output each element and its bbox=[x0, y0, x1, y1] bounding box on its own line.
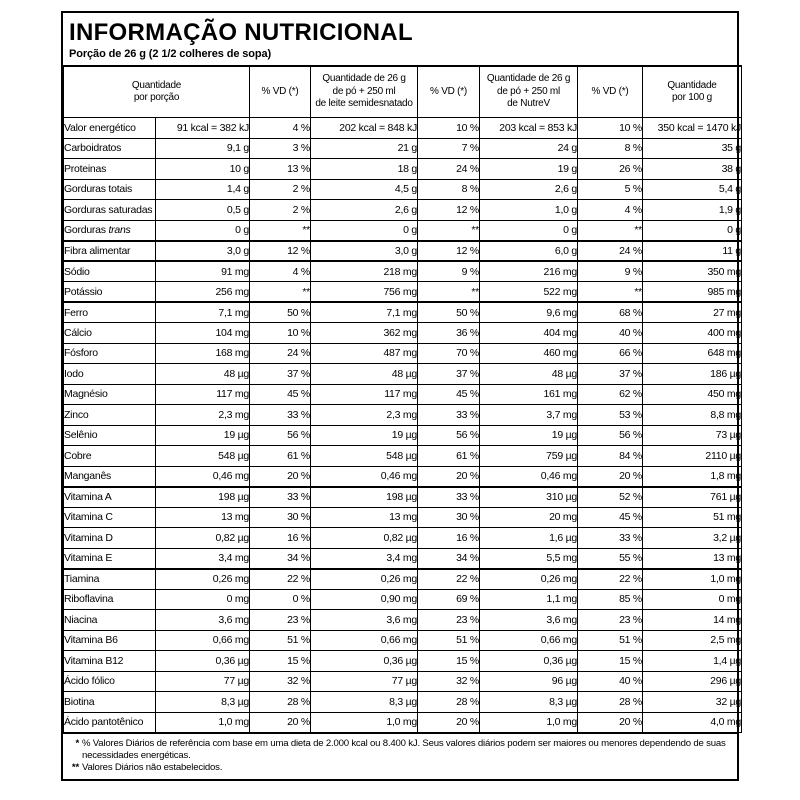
table-row bbox=[64, 487, 742, 508]
qty-milk-cell: 19 µg bbox=[311, 425, 418, 446]
qty-per-100g-cell: 2,5 mg bbox=[643, 630, 742, 651]
vd-nutrev-cell: 45 % bbox=[578, 507, 643, 528]
qty-milk-cell: 3,0 g bbox=[311, 241, 418, 262]
vd-milk-cell: 51 % bbox=[418, 630, 480, 651]
vd-serving-cell: 45 % bbox=[250, 384, 311, 405]
table-row bbox=[64, 610, 742, 631]
nutrient-name-cell: Vitamina B12 bbox=[64, 651, 156, 672]
nutrient-name-cell: Niacina bbox=[64, 610, 156, 631]
nutrient-name-cell: Cálcio bbox=[64, 323, 156, 344]
vd-nutrev-cell: 40 % bbox=[578, 671, 643, 692]
qty-per-serving-cell: 0,66 mg bbox=[156, 630, 250, 651]
vd-serving-cell: 4 % bbox=[250, 118, 311, 139]
qty-per-serving-cell: 91 kcal = 382 kJ bbox=[156, 118, 250, 139]
vd-milk-cell: ** bbox=[418, 282, 480, 303]
qty-milk-cell: 362 mg bbox=[311, 323, 418, 344]
vd-milk-cell: 20 % bbox=[418, 712, 480, 733]
qty-per-serving-cell: 3,6 mg bbox=[156, 610, 250, 631]
vd-nutrev-cell: 52 % bbox=[578, 487, 643, 508]
qty-nutrev-cell: 48 µg bbox=[480, 364, 578, 385]
qty-nutrev-cell: 8,3 µg bbox=[480, 692, 578, 713]
vd-serving-cell: 2 % bbox=[250, 179, 311, 200]
col-header-3: % VD (*) bbox=[418, 66, 480, 118]
qty-per-serving-cell: 3,4 mg bbox=[156, 548, 250, 569]
table-row bbox=[64, 241, 742, 262]
vd-milk-cell: 69 % bbox=[418, 589, 480, 610]
nutrient-name-cell: Fósforo bbox=[64, 343, 156, 364]
qty-per-serving-cell: 13 mg bbox=[156, 507, 250, 528]
vd-serving-cell: 20 % bbox=[250, 712, 311, 733]
vd-nutrev-cell: ** bbox=[578, 220, 643, 241]
vd-milk-cell: 45 % bbox=[418, 384, 480, 405]
qty-nutrev-cell: 3,7 mg bbox=[480, 405, 578, 426]
nutrient-name-cell: Gorduras trans bbox=[64, 220, 156, 241]
nutrition-label-box bbox=[61, 11, 739, 781]
qty-per-100g-cell: 761 µg bbox=[643, 487, 742, 508]
vd-milk-cell: 56 % bbox=[418, 425, 480, 446]
table-row bbox=[64, 589, 742, 610]
qty-milk-cell: 48 µg bbox=[311, 364, 418, 385]
vd-nutrev-cell: 23 % bbox=[578, 610, 643, 631]
table-row bbox=[64, 138, 742, 159]
nutrient-name-cell: Vitamina E bbox=[64, 548, 156, 569]
vd-serving-cell: 33 % bbox=[250, 405, 311, 426]
table-row bbox=[64, 507, 742, 528]
footnotes-section bbox=[63, 733, 737, 779]
vd-milk-cell: 36 % bbox=[418, 323, 480, 344]
footnote-marker: ** bbox=[71, 762, 79, 774]
qty-per-serving-cell: 0,26 mg bbox=[156, 569, 250, 590]
qty-per-100g-cell: 350 mg bbox=[643, 261, 742, 282]
vd-serving-cell: 2 % bbox=[250, 200, 311, 221]
qty-milk-cell: 3,4 mg bbox=[311, 548, 418, 569]
qty-nutrev-cell: 19 µg bbox=[480, 425, 578, 446]
footnote-marker: * bbox=[75, 738, 79, 750]
qty-per-100g-cell: 450 mg bbox=[643, 384, 742, 405]
table-row bbox=[64, 220, 742, 241]
table-row bbox=[64, 630, 742, 651]
qty-per-100g-cell: 2110 µg bbox=[643, 446, 742, 467]
nutrient-name-cell: Ácido pantotênico bbox=[64, 712, 156, 733]
vd-serving-cell: 3 % bbox=[250, 138, 311, 159]
vd-milk-cell: 8 % bbox=[418, 179, 480, 200]
qty-milk-cell: 548 µg bbox=[311, 446, 418, 467]
qty-milk-cell: 21 g bbox=[311, 138, 418, 159]
vd-nutrev-cell: 20 % bbox=[578, 712, 643, 733]
qty-nutrev-cell: 19 g bbox=[480, 159, 578, 180]
table-row bbox=[64, 425, 742, 446]
qty-per-100g-cell: 985 mg bbox=[643, 282, 742, 303]
nutrient-name-cell: Ferro bbox=[64, 302, 156, 323]
title-block bbox=[63, 13, 737, 65]
vd-milk-cell: 12 % bbox=[418, 200, 480, 221]
qty-per-serving-cell: 0,82 µg bbox=[156, 528, 250, 549]
table-row bbox=[64, 548, 742, 569]
qty-per-100g-cell: 0 mg bbox=[643, 589, 742, 610]
vd-milk-cell: 7 % bbox=[418, 138, 480, 159]
page-title: INFORMAÇÃO NUTRICIONAL bbox=[69, 19, 413, 46]
qty-nutrev-cell: 1,1 mg bbox=[480, 589, 578, 610]
nutrient-name-cell: Fibra alimentar bbox=[64, 241, 156, 262]
nutrient-name-cell: Biotina bbox=[64, 692, 156, 713]
qty-per-100g-cell: 0 g bbox=[643, 220, 742, 241]
qty-per-serving-cell: 91 mg bbox=[156, 261, 250, 282]
nutrition-table bbox=[63, 65, 742, 733]
vd-nutrev-cell: 37 % bbox=[578, 364, 643, 385]
qty-nutrev-cell: 203 kcal = 853 kJ bbox=[480, 118, 578, 139]
qty-nutrev-cell: 0,26 mg bbox=[480, 569, 578, 590]
vd-serving-cell: 37 % bbox=[250, 364, 311, 385]
qty-per-serving-cell: 0,46 mg bbox=[156, 466, 250, 487]
qty-per-100g-cell: 350 kcal = 1470 kJ bbox=[643, 118, 742, 139]
vd-milk-cell: 24 % bbox=[418, 159, 480, 180]
vd-serving-cell: 61 % bbox=[250, 446, 311, 467]
qty-per-serving-cell: 8,3 µg bbox=[156, 692, 250, 713]
qty-per-serving-cell: 117 mg bbox=[156, 384, 250, 405]
column-header-row bbox=[64, 66, 742, 118]
qty-per-serving-cell: 3,0 g bbox=[156, 241, 250, 262]
vd-serving-cell: 24 % bbox=[250, 343, 311, 364]
qty-nutrev-cell: 1,0 g bbox=[480, 200, 578, 221]
table-row bbox=[64, 671, 742, 692]
vd-milk-cell: 34 % bbox=[418, 548, 480, 569]
qty-per-100g-cell: 35 g bbox=[643, 138, 742, 159]
qty-milk-cell: 13 mg bbox=[311, 507, 418, 528]
nutrient-name-cell: Potássio bbox=[64, 282, 156, 303]
nutrient-name-cell: Selênio bbox=[64, 425, 156, 446]
vd-nutrev-cell: 9 % bbox=[578, 261, 643, 282]
qty-nutrev-cell: 404 mg bbox=[480, 323, 578, 344]
vd-serving-cell: 10 % bbox=[250, 323, 311, 344]
qty-milk-cell: 0,46 mg bbox=[311, 466, 418, 487]
qty-nutrev-cell: 1,0 mg bbox=[480, 712, 578, 733]
nutrient-name-cell: Gorduras totais bbox=[64, 179, 156, 200]
vd-nutrev-cell: 10 % bbox=[578, 118, 643, 139]
table-row bbox=[64, 200, 742, 221]
qty-milk-cell: 0,26 mg bbox=[311, 569, 418, 590]
qty-milk-cell: 0,36 µg bbox=[311, 651, 418, 672]
qty-milk-cell: 4,5 g bbox=[311, 179, 418, 200]
qty-per-serving-cell: 1,0 mg bbox=[156, 712, 250, 733]
table-row bbox=[64, 528, 742, 549]
vd-serving-cell: ** bbox=[250, 220, 311, 241]
qty-per-serving-cell: 548 µg bbox=[156, 446, 250, 467]
qty-milk-cell: 2,3 mg bbox=[311, 405, 418, 426]
table-row bbox=[64, 159, 742, 180]
qty-milk-cell: 7,1 mg bbox=[311, 302, 418, 323]
vd-serving-cell: 4 % bbox=[250, 261, 311, 282]
col-header-2: Quantidade de 26 g de pó + 250 ml de leite semidesnatado bbox=[311, 66, 418, 118]
qty-per-100g-cell: 1,0 mg bbox=[643, 569, 742, 590]
qty-nutrev-cell: 0,46 mg bbox=[480, 466, 578, 487]
qty-milk-cell: 3,6 mg bbox=[311, 610, 418, 631]
qty-per-serving-cell: 10 g bbox=[156, 159, 250, 180]
qty-per-100g-cell: 14 mg bbox=[643, 610, 742, 631]
table-row bbox=[64, 323, 742, 344]
vd-milk-cell: 23 % bbox=[418, 610, 480, 631]
vd-nutrev-cell: 56 % bbox=[578, 425, 643, 446]
qty-nutrev-cell: 24 g bbox=[480, 138, 578, 159]
qty-milk-cell: 218 mg bbox=[311, 261, 418, 282]
nutrient-name-cell: Vitamina B6 bbox=[64, 630, 156, 651]
qty-per-100g-cell: 1,9 g bbox=[643, 200, 742, 221]
qty-milk-cell: 117 mg bbox=[311, 384, 418, 405]
nutrient-name-cell: Manganês bbox=[64, 466, 156, 487]
qty-per-100g-cell: 186 µg bbox=[643, 364, 742, 385]
vd-nutrev-cell: 8 % bbox=[578, 138, 643, 159]
qty-per-100g-cell: 51 mg bbox=[643, 507, 742, 528]
nutrient-name-cell: Vitamina A bbox=[64, 487, 156, 508]
vd-serving-cell: 23 % bbox=[250, 610, 311, 631]
vd-nutrev-cell: 24 % bbox=[578, 241, 643, 262]
vd-serving-cell: 33 % bbox=[250, 487, 311, 508]
vd-nutrev-cell: 4 % bbox=[578, 200, 643, 221]
table-row bbox=[64, 118, 742, 139]
vd-milk-cell: 20 % bbox=[418, 466, 480, 487]
vd-nutrev-cell: 84 % bbox=[578, 446, 643, 467]
table-row bbox=[64, 569, 742, 590]
qty-nutrev-cell: 20 mg bbox=[480, 507, 578, 528]
qty-milk-cell: 202 kcal = 848 kJ bbox=[311, 118, 418, 139]
table-row bbox=[64, 712, 742, 733]
qty-nutrev-cell: 0,36 µg bbox=[480, 651, 578, 672]
footnote-text: Valores Diários não estabelecidos. bbox=[82, 762, 223, 774]
qty-per-serving-cell: 256 mg bbox=[156, 282, 250, 303]
col-header-1: % VD (*) bbox=[250, 66, 311, 118]
qty-milk-cell: 77 µg bbox=[311, 671, 418, 692]
vd-nutrev-cell: 85 % bbox=[578, 589, 643, 610]
qty-nutrev-cell: 3,6 mg bbox=[480, 610, 578, 631]
qty-nutrev-cell: 460 mg bbox=[480, 343, 578, 364]
qty-per-serving-cell: 104 mg bbox=[156, 323, 250, 344]
qty-per-serving-cell: 0 g bbox=[156, 220, 250, 241]
vd-nutrev-cell: 33 % bbox=[578, 528, 643, 549]
qty-per-100g-cell: 296 µg bbox=[643, 671, 742, 692]
vd-serving-cell: 20 % bbox=[250, 466, 311, 487]
qty-milk-cell: 0 g bbox=[311, 220, 418, 241]
qty-milk-cell: 0,82 µg bbox=[311, 528, 418, 549]
col-header-6: Quantidade por 100 g bbox=[643, 66, 742, 118]
vd-nutrev-cell: 68 % bbox=[578, 302, 643, 323]
vd-milk-cell: 61 % bbox=[418, 446, 480, 467]
serving-size-text: Porção de 26 g (2 1/2 colheres de sopa) bbox=[69, 48, 272, 61]
table-row bbox=[64, 302, 742, 323]
vd-milk-cell: 22 % bbox=[418, 569, 480, 590]
qty-nutrev-cell: 5,5 mg bbox=[480, 548, 578, 569]
vd-serving-cell: 50 % bbox=[250, 302, 311, 323]
qty-milk-cell: 198 µg bbox=[311, 487, 418, 508]
qty-per-100g-cell: 32 µg bbox=[643, 692, 742, 713]
vd-milk-cell: 33 % bbox=[418, 487, 480, 508]
qty-milk-cell: 756 mg bbox=[311, 282, 418, 303]
qty-milk-cell: 1,0 mg bbox=[311, 712, 418, 733]
vd-nutrev-cell: 26 % bbox=[578, 159, 643, 180]
qty-nutrev-cell: 759 µg bbox=[480, 446, 578, 467]
nutrient-name-cell: Zinco bbox=[64, 405, 156, 426]
qty-milk-cell: 487 mg bbox=[311, 343, 418, 364]
qty-per-100g-cell: 1,4 µg bbox=[643, 651, 742, 672]
qty-per-serving-cell: 1,4 g bbox=[156, 179, 250, 200]
vd-nutrev-cell: ** bbox=[578, 282, 643, 303]
table-row bbox=[64, 343, 742, 364]
qty-milk-cell: 18 g bbox=[311, 159, 418, 180]
table-row bbox=[64, 692, 742, 713]
qty-nutrev-cell: 96 µg bbox=[480, 671, 578, 692]
qty-nutrev-cell: 0 g bbox=[480, 220, 578, 241]
vd-milk-cell: 50 % bbox=[418, 302, 480, 323]
qty-per-serving-cell: 2,3 mg bbox=[156, 405, 250, 426]
qty-nutrev-cell: 522 mg bbox=[480, 282, 578, 303]
qty-per-100g-cell: 27 mg bbox=[643, 302, 742, 323]
nutrient-name-cell: Magnésio bbox=[64, 384, 156, 405]
vd-milk-cell: 28 % bbox=[418, 692, 480, 713]
qty-per-100g-cell: 73 µg bbox=[643, 425, 742, 446]
vd-milk-cell: 70 % bbox=[418, 343, 480, 364]
table-row bbox=[64, 446, 742, 467]
qty-per-serving-cell: 77 µg bbox=[156, 671, 250, 692]
vd-serving-cell: 22 % bbox=[250, 569, 311, 590]
vd-serving-cell: ** bbox=[250, 282, 311, 303]
vd-nutrev-cell: 28 % bbox=[578, 692, 643, 713]
vd-serving-cell: 12 % bbox=[250, 241, 311, 262]
col-header-0: Quantidade por porção bbox=[64, 66, 250, 118]
table-row bbox=[64, 364, 742, 385]
nutrition-table-body bbox=[64, 118, 742, 733]
vd-milk-cell: 9 % bbox=[418, 261, 480, 282]
vd-milk-cell: 37 % bbox=[418, 364, 480, 385]
vd-milk-cell: 32 % bbox=[418, 671, 480, 692]
qty-per-serving-cell: 0 mg bbox=[156, 589, 250, 610]
footnote-2 bbox=[68, 762, 729, 774]
nutrient-name-cell: Vitamina C bbox=[64, 507, 156, 528]
vd-milk-cell: 33 % bbox=[418, 405, 480, 426]
qty-per-serving-cell: 19 µg bbox=[156, 425, 250, 446]
nutrient-name-cell: Vitamina D bbox=[64, 528, 156, 549]
table-row bbox=[64, 384, 742, 405]
nutrient-name-cell: Carboidratos bbox=[64, 138, 156, 159]
vd-serving-cell: 51 % bbox=[250, 630, 311, 651]
vd-serving-cell: 32 % bbox=[250, 671, 311, 692]
col-header-4: Quantidade de 26 g de pó + 250 ml de NutreV bbox=[480, 66, 578, 118]
table-row bbox=[64, 179, 742, 200]
qty-per-serving-cell: 48 µg bbox=[156, 364, 250, 385]
col-header-5: % VD (*) bbox=[578, 66, 643, 118]
table-row bbox=[64, 651, 742, 672]
vd-serving-cell: 30 % bbox=[250, 507, 311, 528]
vd-serving-cell: 13 % bbox=[250, 159, 311, 180]
vd-milk-cell: 30 % bbox=[418, 507, 480, 528]
qty-nutrev-cell: 310 µg bbox=[480, 487, 578, 508]
table-row bbox=[64, 405, 742, 426]
nutrient-name-cell: Valor energético bbox=[64, 118, 156, 139]
vd-milk-cell: 10 % bbox=[418, 118, 480, 139]
qty-per-100g-cell: 13 mg bbox=[643, 548, 742, 569]
qty-per-serving-cell: 0,36 µg bbox=[156, 651, 250, 672]
qty-per-serving-cell: 9,1 g bbox=[156, 138, 250, 159]
vd-nutrev-cell: 66 % bbox=[578, 343, 643, 364]
vd-serving-cell: 15 % bbox=[250, 651, 311, 672]
vd-serving-cell: 28 % bbox=[250, 692, 311, 713]
vd-nutrev-cell: 22 % bbox=[578, 569, 643, 590]
qty-per-serving-cell: 0,5 g bbox=[156, 200, 250, 221]
qty-per-100g-cell: 1,8 mg bbox=[643, 466, 742, 487]
qty-milk-cell: 2,6 g bbox=[311, 200, 418, 221]
nutrient-name-cell: Proteinas bbox=[64, 159, 156, 180]
vd-nutrev-cell: 20 % bbox=[578, 466, 643, 487]
nutrient-name-cell: Sódio bbox=[64, 261, 156, 282]
nutrient-name-cell: Ácido fólico bbox=[64, 671, 156, 692]
nutrient-name-cell: Riboflavina bbox=[64, 589, 156, 610]
table-row bbox=[64, 261, 742, 282]
vd-serving-cell: 0 % bbox=[250, 589, 311, 610]
qty-nutrev-cell: 216 mg bbox=[480, 261, 578, 282]
vd-serving-cell: 34 % bbox=[250, 548, 311, 569]
vd-milk-cell: 16 % bbox=[418, 528, 480, 549]
qty-per-100g-cell: 5,4 g bbox=[643, 179, 742, 200]
qty-per-100g-cell: 8,8 mg bbox=[643, 405, 742, 426]
qty-nutrev-cell: 2,6 g bbox=[480, 179, 578, 200]
nutrient-name-cell: Tiamina bbox=[64, 569, 156, 590]
qty-per-serving-cell: 7,1 mg bbox=[156, 302, 250, 323]
table-row bbox=[64, 282, 742, 303]
qty-per-100g-cell: 648 mg bbox=[643, 343, 742, 364]
qty-nutrev-cell: 9,6 mg bbox=[480, 302, 578, 323]
nutrient-name-cell: Cobre bbox=[64, 446, 156, 467]
table-row bbox=[64, 466, 742, 487]
qty-per-100g-cell: 4,0 mg bbox=[643, 712, 742, 733]
vd-nutrev-cell: 51 % bbox=[578, 630, 643, 651]
footnote-text: % Valores Diários de referência com base em uma dieta de 2.000 kcal ou 8.400 kJ. Seus valores diários podem ser maiores ou menores dependendo de suas necessidades energéticas. bbox=[82, 738, 726, 762]
footnote-1 bbox=[68, 738, 729, 762]
vd-serving-cell: 56 % bbox=[250, 425, 311, 446]
vd-nutrev-cell: 5 % bbox=[578, 179, 643, 200]
vd-milk-cell: ** bbox=[418, 220, 480, 241]
qty-milk-cell: 8,3 µg bbox=[311, 692, 418, 713]
qty-per-serving-cell: 168 mg bbox=[156, 343, 250, 364]
vd-nutrev-cell: 53 % bbox=[578, 405, 643, 426]
nutrient-name-cell: Gorduras saturadas bbox=[64, 200, 156, 221]
qty-milk-cell: 0,90 mg bbox=[311, 589, 418, 610]
qty-nutrev-cell: 0,66 mg bbox=[480, 630, 578, 651]
vd-milk-cell: 12 % bbox=[418, 241, 480, 262]
qty-nutrev-cell: 161 mg bbox=[480, 384, 578, 405]
qty-per-serving-cell: 198 µg bbox=[156, 487, 250, 508]
qty-per-100g-cell: 400 mg bbox=[643, 323, 742, 344]
nutrient-name-cell: Iodo bbox=[64, 364, 156, 385]
qty-per-100g-cell: 11 g bbox=[643, 241, 742, 262]
vd-nutrev-cell: 55 % bbox=[578, 548, 643, 569]
vd-milk-cell: 15 % bbox=[418, 651, 480, 672]
qty-per-100g-cell: 3,2 µg bbox=[643, 528, 742, 549]
vd-nutrev-cell: 15 % bbox=[578, 651, 643, 672]
vd-nutrev-cell: 62 % bbox=[578, 384, 643, 405]
qty-nutrev-cell: 6,0 g bbox=[480, 241, 578, 262]
vd-nutrev-cell: 40 % bbox=[578, 323, 643, 344]
qty-nutrev-cell: 1,6 µg bbox=[480, 528, 578, 549]
qty-milk-cell: 0,66 mg bbox=[311, 630, 418, 651]
qty-per-100g-cell: 38 g bbox=[643, 159, 742, 180]
vd-serving-cell: 16 % bbox=[250, 528, 311, 549]
